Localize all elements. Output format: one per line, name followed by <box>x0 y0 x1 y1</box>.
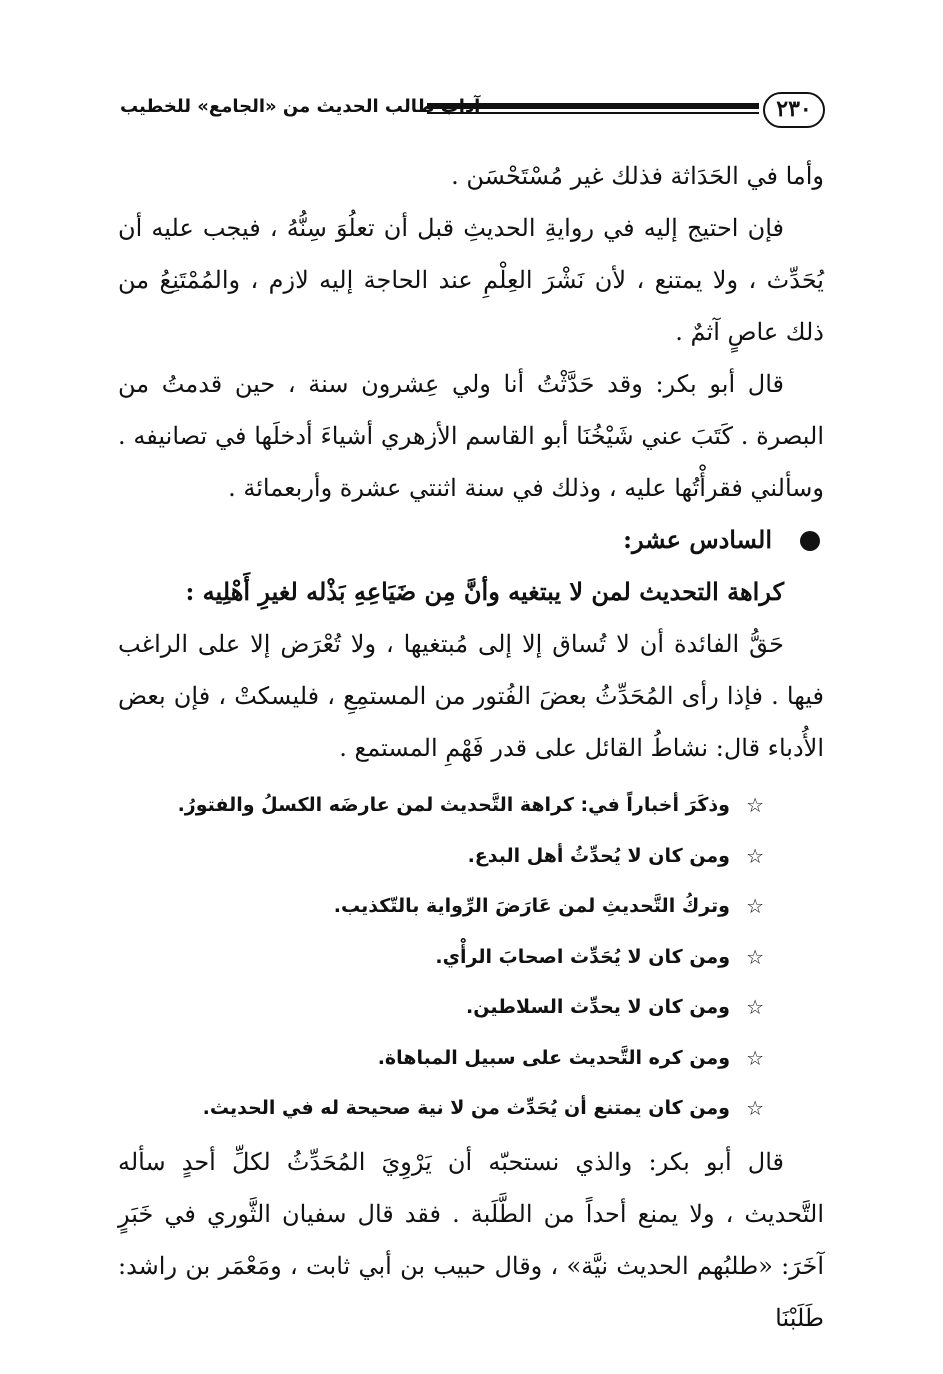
list-item-text: ومن كان لا يُحدِّثُ أهل البدع. <box>467 844 730 867</box>
page-number: ٢٣٠ <box>763 92 825 128</box>
bullet-icon <box>800 531 820 551</box>
running-title: آداب طالب الحديث من «الجامع» للخطيب <box>120 96 481 117</box>
list-item-text: ومن كان يمتنع أن يُحَدِّث من لا نية صحيحة له في الحديث. <box>202 1097 730 1119</box>
paragraph: وأما في الحَدَاثة فذلك غير مُسْتَحْسَن . <box>451 162 824 190</box>
list-item <box>118 982 764 1033</box>
page-body <box>118 150 824 1344</box>
list-item-text: وتركُ التَّحديثِ لمن عَارَضَ الرِّواية بالتّكذيب. <box>333 895 730 917</box>
list-item <box>118 780 764 831</box>
star-icon: ☆ <box>746 843 764 868</box>
list-item <box>118 831 764 882</box>
star-icon: ☆ <box>746 944 764 969</box>
section-heading <box>118 514 824 566</box>
star-icon: ☆ <box>746 995 764 1019</box>
page-header <box>120 92 825 132</box>
section-heading-text: السادس عشر: <box>623 525 772 554</box>
list-item <box>118 932 764 983</box>
section-subtitle: كراهة التحديث لمن لا يبتغيه وأنَّ مِن ضَيَاعِهِ بَذْله لغيرِ أَهْلِيه : <box>185 577 784 606</box>
list-item <box>118 1083 764 1134</box>
star-icon: ☆ <box>746 793 764 817</box>
star-icon: ☆ <box>746 894 764 918</box>
paragraph: قال أبو بكر: وقد حَدَّثْتُ أنا ولي عِشرون سنة ، حين قدمتُ من البصرة . كَتَبَ عني شَيْخُنَا أبو القاسم الأزهري أشياءَ أدخلَها في تصانيفه . وسألني فقرأْتُها عليه ، وذلك في سنة اثنتي عشرة وأربعمائة . <box>118 370 824 502</box>
paragraph: فإن احتيج إليه في روايةِ الحديثِ قبل أن تعلُوَ سِنُّهُ ، فيجب عليه أن يُحَدِّث ، ولا يمتنع ، لأن نَشْرَ العِلْمِ عند الحاجة إليه لازم ، والمُمْتَنِعُ من ذلك عاصٍ آثمٌ . <box>118 214 824 346</box>
paragraph: قال أبو بكر: والذي نستحبّه أن يَرْوِيَ المُحَدِّثُ لكلِّ أحدٍ سأله التَّحديث ، ولا يمنع أحداً من الطَّلَبة . فقد قال سفيان الثَّوري في خَبَرٍ آخَرَ: «طلبُهم الحديث نيَّة» ، وقال حبيب بن أبي ثابت ، ومَعْمَر بن راشد: طَلَبْنَا <box>118 1147 824 1332</box>
list-item <box>118 1033 764 1084</box>
topic-list <box>118 780 824 1134</box>
list-item-text: ومن كان لا يُحَدِّث اصحابَ الرأْي. <box>435 945 730 968</box>
paragraph: حَقُّ الفائدة أن لا تُساق إلا إلى مُبتغيها ، ولا تُعْرَض إلا على الراغب فيها . فإذا رأى المُحَدِّثُ بعضَ الفُتور من المستمِعِ ، فليسكتْ ، فإن بعض الأُدباء قال: نشاطُ القائل على قدر فَهْمِ المستمع . <box>118 630 824 762</box>
list-item-text: ومن كان لا يحدِّث السلاطين. <box>466 996 730 1018</box>
list-item <box>118 881 764 932</box>
star-icon: ☆ <box>746 1045 764 1070</box>
star-icon: ☆ <box>746 1096 764 1120</box>
list-item-text: وذكَرَ أخباراً في: كراهة التَّحديث لمن عارضَه الكسلُ والفتورُ. <box>177 794 730 816</box>
list-item-text: ومن كره التَّحديث على سبيل المباهاة. <box>377 1046 730 1069</box>
